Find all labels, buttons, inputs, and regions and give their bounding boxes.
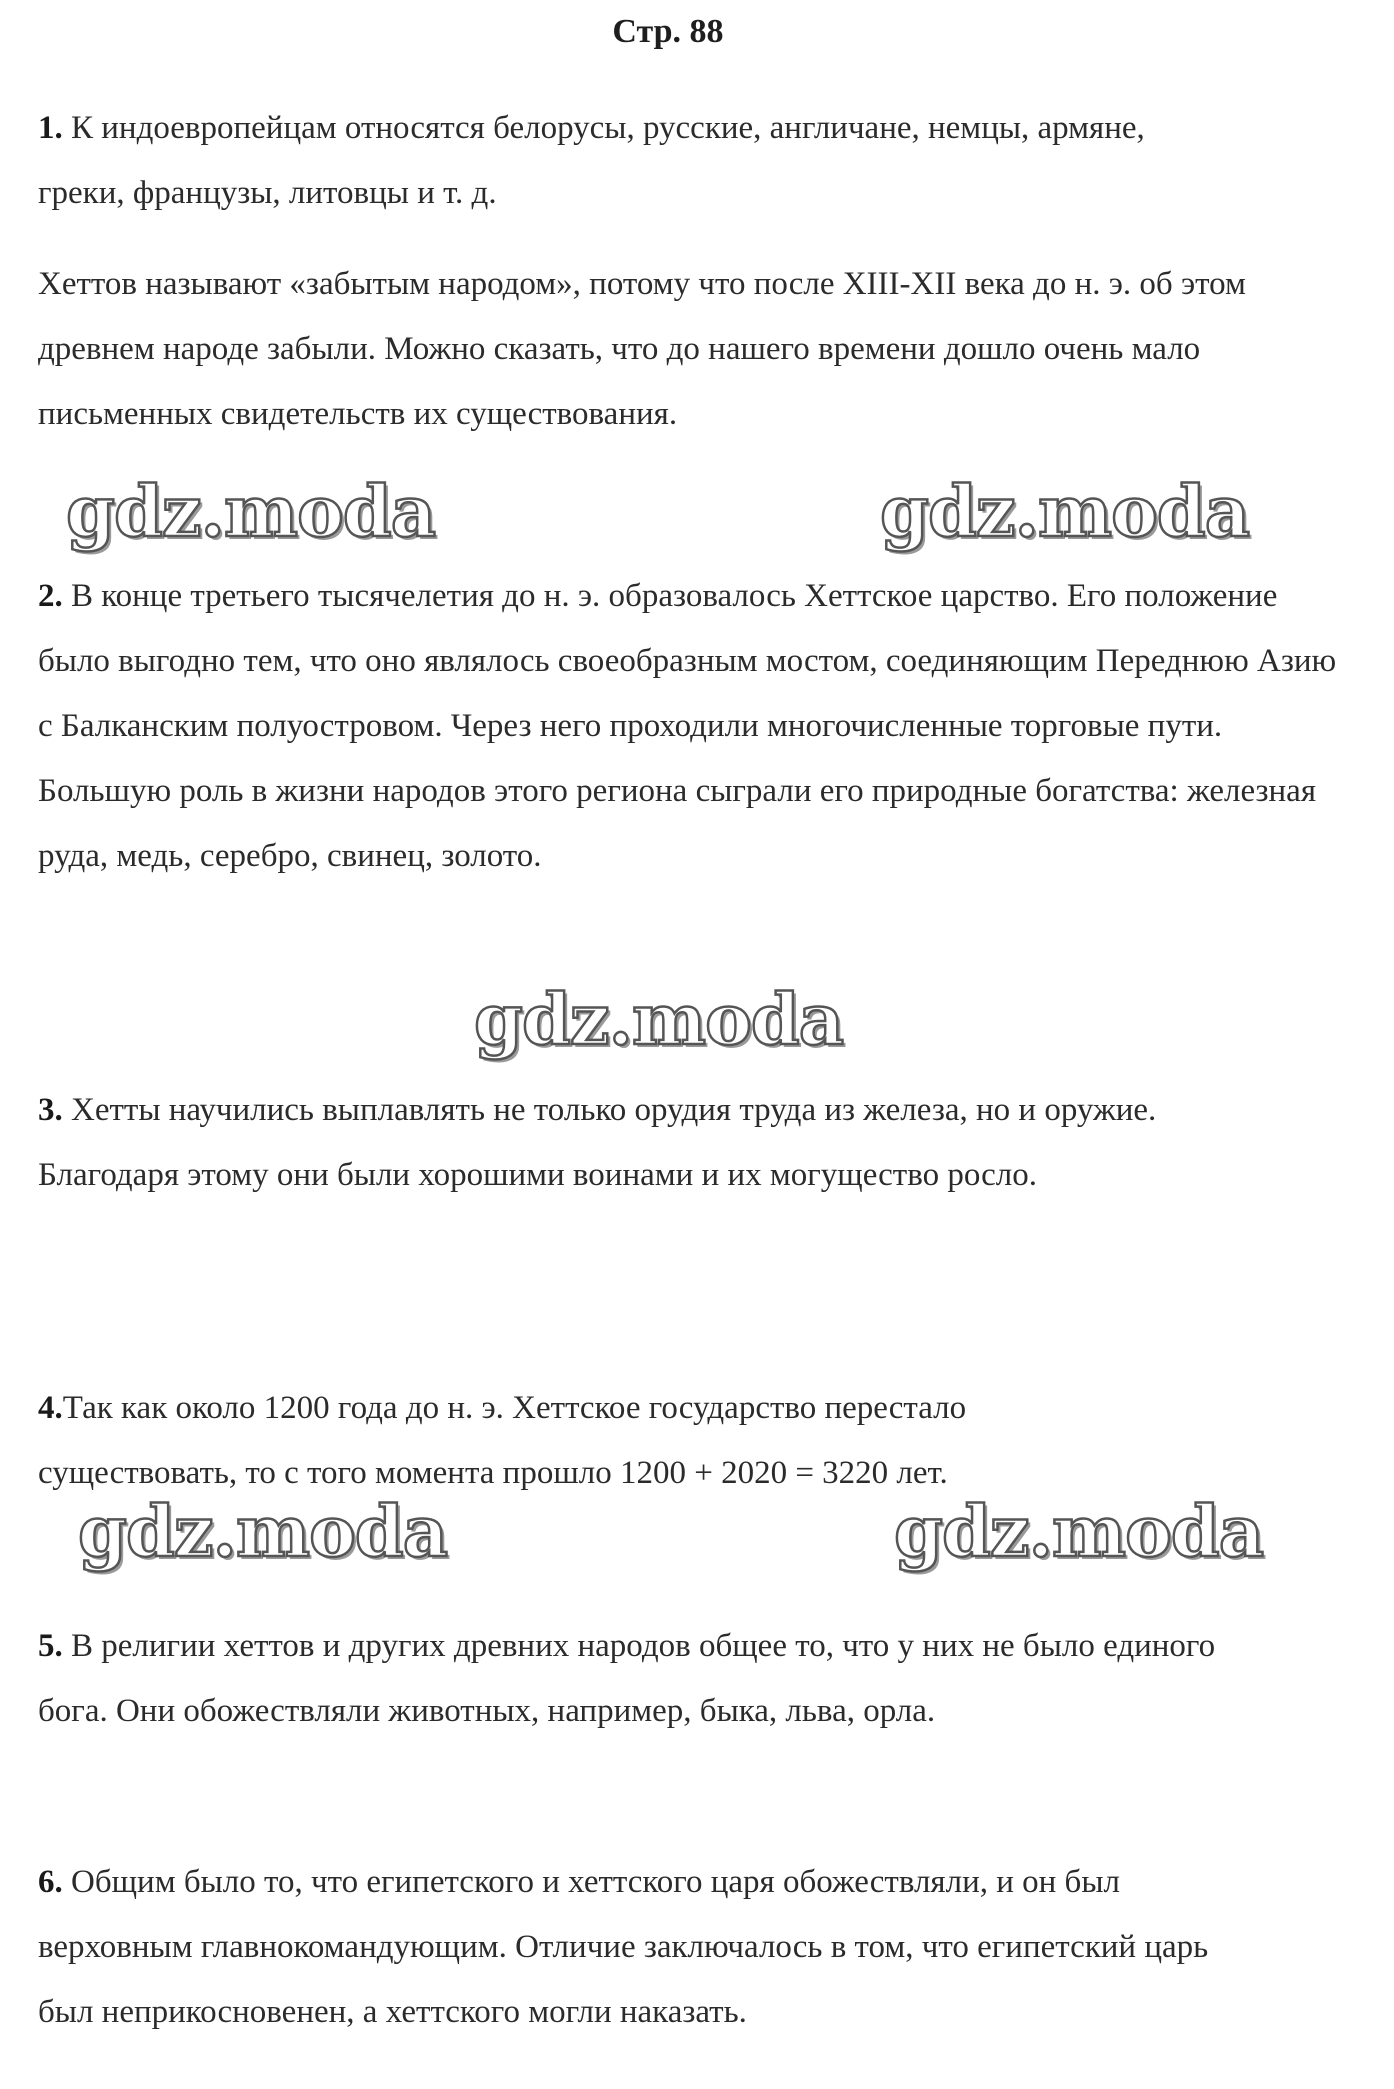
watermark-logo: gdz.moda [474, 978, 844, 1061]
answer-number: 2. [38, 578, 63, 614]
page-title: Стр. 88 [612, 13, 724, 50]
answer-number: 6. [38, 1864, 63, 1900]
answer-5 [38, 1614, 1238, 1744]
answer-3 [38, 1078, 1218, 1208]
answer-number: 4. [38, 1390, 63, 1426]
answer-1-continued [38, 252, 1338, 447]
answer-text: В конце третьего тысячелетия до н. э. образовалось Хеттское царство. Его положение было выгодно тем, что оно являлось своеобразным мостом, соединяющим Переднюю Азию с Балканским полуостровом. Через него проходили многочисленные торговые пути. Большую роль в жизни народов этого региона сыграли его природные богатства: железная руда, медь, серебро, свинец, золото. [38, 578, 1337, 874]
answer-text: Хеттов называют «забытым народом», потому что после XIII-XII века до н. э. об этом древнем народе забыли. Можно сказать, что до нашего времени дошло очень мало письменных свидетельств их существования. [38, 266, 1246, 432]
answer-number: 1. [38, 110, 63, 146]
watermark-logo: gdz.moda [78, 1490, 448, 1573]
answer-1 [38, 96, 1198, 226]
answer-6 [38, 1850, 1228, 2045]
watermark-logo: gdz.moda [66, 470, 436, 553]
answer-text: Так как около 1200 года до н. э. Хеттское государство перестало существовать, то с того момента прошло 1200 + 2020 = 3220 лет. [38, 1390, 967, 1491]
answer-4 [38, 1376, 1138, 1506]
answer-text: В религии хеттов и других древних народов общее то, что у них не было единого бога. Они обожествляли животных, например, быка, льва, орла. [38, 1628, 1216, 1729]
watermark-logo: gdz.moda [880, 470, 1250, 553]
answer-text: Хетты научились выплавлять не только орудия труда из железа, но и оружие. Благодаря этому они были хорошими воинами и их могущество росло. [38, 1092, 1157, 1193]
answer-text: К индоевропейцам относятся белорусы, русские, англичане, немцы, армяне, греки, французы, литовцы и т. д. [38, 110, 1145, 211]
watermark-logo: gdz.moda [894, 1490, 1264, 1573]
answer-number: 3. [38, 1092, 63, 1128]
answer-number: 5. [38, 1628, 63, 1664]
answer-2 [38, 564, 1338, 889]
answer-text: Общим было то, что египетского и хеттского царя обожествляли, и он был верховным главнокомандующим. Отличие заключалось в том, что египетский царь был неприкосновенен, а хеттского могли наказать. [38, 1864, 1209, 2030]
